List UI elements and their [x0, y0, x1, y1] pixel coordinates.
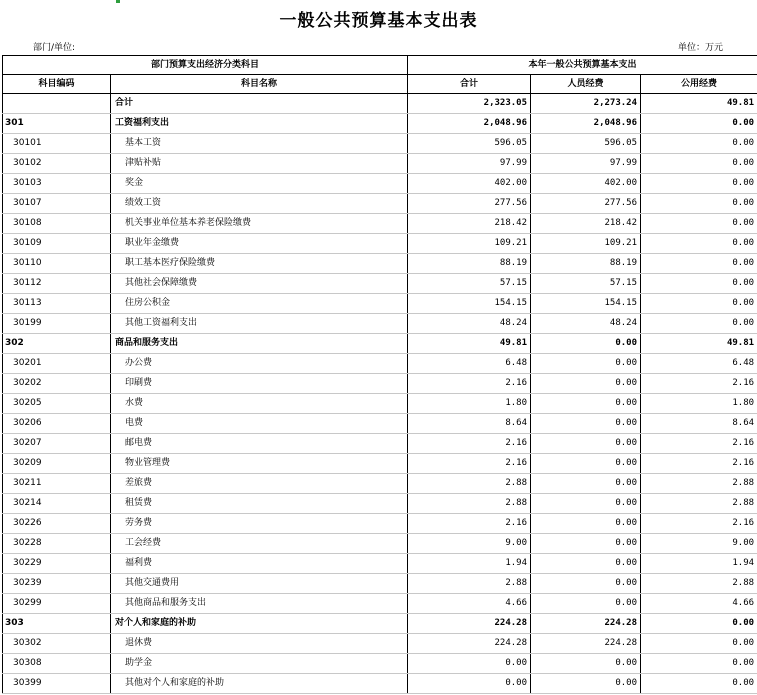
row-name: 助学金 [111, 654, 408, 674]
row-public: 4.66 [641, 594, 757, 614]
row-public: 6.48 [641, 354, 757, 374]
header-code: 科目编码 [3, 75, 111, 94]
row-total: 224.28 [408, 614, 531, 634]
row-code: 30399 [3, 674, 111, 694]
row-public: 0.00 [641, 134, 757, 154]
row-public: 2.16 [641, 374, 757, 394]
row-code: 30205 [3, 394, 111, 414]
row-name: 奖金 [111, 174, 408, 194]
row-total: 48.24 [408, 314, 531, 334]
row-name: 津贴补贴 [111, 154, 408, 174]
row-personnel: 48.24 [531, 314, 641, 334]
row-personnel: 0.00 [531, 474, 641, 494]
row-code: 30102 [3, 154, 111, 174]
row-name: 福利费 [111, 554, 408, 574]
row-public: 0.00 [641, 314, 757, 334]
row-public: 0.00 [641, 154, 757, 174]
row-total: 277.56 [408, 194, 531, 214]
row-code: 303 [3, 614, 111, 634]
row-code: 30110 [3, 254, 111, 274]
row-personnel: 2,048.96 [531, 114, 641, 134]
row-personnel: 57.15 [531, 274, 641, 294]
row-total: 57.15 [408, 274, 531, 294]
table-row [3, 294, 757, 314]
row-name: 绩效工资 [111, 194, 408, 214]
row-name: 退休费 [111, 634, 408, 654]
row-total: 1.94 [408, 554, 531, 574]
table-row [3, 394, 757, 414]
row-name: 其他社会保障缴费 [111, 274, 408, 294]
table-row [3, 134, 757, 154]
header-economic-classification: 部门预算支出经济分类科目 [3, 56, 408, 75]
row-personnel: 277.56 [531, 194, 641, 214]
row-name: 印刷费 [111, 374, 408, 394]
row-public: 0.00 [641, 234, 757, 254]
row-total: 49.81 [408, 334, 531, 354]
row-name: 其他工资福利支出 [111, 314, 408, 334]
row-public: 49.81 [641, 334, 757, 354]
row-code: 30211 [3, 474, 111, 494]
table-row [3, 454, 757, 474]
row-name: 差旅费 [111, 474, 408, 494]
row-name: 职业年金缴费 [111, 234, 408, 254]
row-total: 8.64 [408, 414, 531, 434]
row-public: 0.00 [641, 254, 757, 274]
row-code: 30113 [3, 294, 111, 314]
row-total: 2.16 [408, 434, 531, 454]
row-code: 30201 [3, 354, 111, 374]
row-name: 租赁费 [111, 494, 408, 514]
row-name: 水费 [111, 394, 408, 414]
header-total: 合计 [408, 75, 531, 94]
row-total: 224.28 [408, 634, 531, 654]
row-code: 30103 [3, 174, 111, 194]
row-total: 154.15 [408, 294, 531, 314]
row-code: 30209 [3, 454, 111, 474]
row-code: 30207 [3, 434, 111, 454]
row-personnel: 596.05 [531, 134, 641, 154]
table-row [3, 434, 757, 454]
row-code: 30214 [3, 494, 111, 514]
unit-label: 单位：万元 [677, 43, 723, 53]
row-public: 49.81 [641, 94, 757, 114]
row-code: 30308 [3, 654, 111, 674]
row-name: 职工基本医疗保险缴费 [111, 254, 408, 274]
row-public: 2.88 [641, 474, 757, 494]
row-total: 2.88 [408, 474, 531, 494]
row-public: 9.00 [641, 534, 757, 554]
row-total: 109.21 [408, 234, 531, 254]
cell-corner-marker [116, 0, 120, 3]
row-name: 其他交通费用 [111, 574, 408, 594]
table-row [3, 514, 757, 534]
row-personnel: 0.00 [531, 674, 641, 694]
row-public: 1.94 [641, 554, 757, 574]
table-row [3, 554, 757, 574]
row-personnel: 0.00 [531, 434, 641, 454]
row-code: 30239 [3, 574, 111, 594]
row-total: 0.00 [408, 674, 531, 694]
row-code: 30302 [3, 634, 111, 654]
expenditure-table [2, 55, 757, 694]
row-personnel: 0.00 [531, 514, 641, 534]
row-code: 30101 [3, 134, 111, 154]
table-row [3, 594, 757, 614]
row-total: 0.00 [408, 654, 531, 674]
table-row [3, 254, 757, 274]
table-row [3, 114, 757, 134]
row-personnel: 0.00 [531, 334, 641, 354]
row-name: 邮电费 [111, 434, 408, 454]
row-public: 0.00 [641, 654, 757, 674]
row-total: 402.00 [408, 174, 531, 194]
table-row [3, 654, 757, 674]
row-personnel: 0.00 [531, 414, 641, 434]
department-label: 部门/单位: [33, 43, 76, 53]
row-name: 机关事业单位基本养老保险缴费 [111, 214, 408, 234]
row-personnel: 109.21 [531, 234, 641, 254]
row-total: 1.80 [408, 394, 531, 414]
row-personnel: 0.00 [531, 394, 641, 414]
row-personnel: 0.00 [531, 654, 641, 674]
row-code: 30229 [3, 554, 111, 574]
header-group-row [3, 56, 757, 75]
table-row [3, 414, 757, 434]
header-column-row [3, 75, 757, 94]
row-code: 30107 [3, 194, 111, 214]
row-name: 其他商品和服务支出 [111, 594, 408, 614]
row-public: 0.00 [641, 194, 757, 214]
row-total: 97.99 [408, 154, 531, 174]
row-name: 住房公积金 [111, 294, 408, 314]
table-row [3, 194, 757, 214]
row-personnel: 402.00 [531, 174, 641, 194]
table-row [3, 234, 757, 254]
table-row [3, 274, 757, 294]
table-row [3, 474, 757, 494]
row-name: 商品和服务支出 [111, 334, 408, 354]
table-row [3, 154, 757, 174]
table-row [3, 634, 757, 654]
row-code: 302 [3, 334, 111, 354]
row-public: 2.16 [641, 454, 757, 474]
row-code: 30108 [3, 214, 111, 234]
row-public: 0.00 [641, 214, 757, 234]
row-total: 596.05 [408, 134, 531, 154]
table-row [3, 614, 757, 634]
header-public: 公用经费 [641, 75, 757, 94]
row-total: 2.16 [408, 374, 531, 394]
report-title: 一般公共预算基本支出表 [279, 11, 478, 31]
row-public: 0.00 [641, 174, 757, 194]
row-total: 2.88 [408, 494, 531, 514]
row-public: 0.00 [641, 274, 757, 294]
header-basic-expenditure: 本年一般公共预算基本支出 [408, 56, 757, 75]
row-personnel: 0.00 [531, 374, 641, 394]
row-name: 电费 [111, 414, 408, 434]
table-body [3, 94, 757, 694]
table-row [3, 354, 757, 374]
row-public: 0.00 [641, 634, 757, 654]
table-row [3, 314, 757, 334]
table-row [3, 334, 757, 354]
row-code: 30109 [3, 234, 111, 254]
row-total: 2.16 [408, 514, 531, 534]
row-code: 30299 [3, 594, 111, 614]
row-total: 6.48 [408, 354, 531, 374]
table-row [3, 94, 757, 114]
row-code: 30226 [3, 514, 111, 534]
row-personnel: 88.19 [531, 254, 641, 274]
row-name: 其他对个人和家庭的补助 [111, 674, 408, 694]
row-code: 30202 [3, 374, 111, 394]
row-total: 2.88 [408, 574, 531, 594]
row-public: 0.00 [641, 614, 757, 634]
row-personnel: 0.00 [531, 594, 641, 614]
table-row [3, 494, 757, 514]
row-total: 218.42 [408, 214, 531, 234]
row-name: 劳务费 [111, 514, 408, 534]
row-code [3, 94, 111, 114]
row-code: 30206 [3, 414, 111, 434]
row-name: 合计 [111, 94, 408, 114]
row-total: 2,323.05 [408, 94, 531, 114]
header-personnel: 人员经费 [531, 75, 641, 94]
row-name: 物业管理费 [111, 454, 408, 474]
row-total: 2.16 [408, 454, 531, 474]
row-public: 0.00 [641, 674, 757, 694]
row-code: 30112 [3, 274, 111, 294]
row-public: 1.80 [641, 394, 757, 414]
header-name: 科目名称 [111, 75, 408, 94]
table-row [3, 214, 757, 234]
row-total: 4.66 [408, 594, 531, 614]
row-total: 9.00 [408, 534, 531, 554]
row-public: 0.00 [641, 294, 757, 314]
table-row [3, 174, 757, 194]
table-row [3, 374, 757, 394]
table-row [3, 674, 757, 694]
row-total: 2,048.96 [408, 114, 531, 134]
row-name: 基本工资 [111, 134, 408, 154]
row-code: 301 [3, 114, 111, 134]
row-personnel: 97.99 [531, 154, 641, 174]
row-personnel: 0.00 [531, 494, 641, 514]
row-code: 30199 [3, 314, 111, 334]
row-personnel: 0.00 [531, 454, 641, 474]
row-public: 2.88 [641, 574, 757, 594]
row-personnel: 0.00 [531, 554, 641, 574]
row-name: 工资福利支出 [111, 114, 408, 134]
table-row [3, 574, 757, 594]
row-public: 2.88 [641, 494, 757, 514]
row-personnel: 0.00 [531, 534, 641, 554]
row-personnel: 154.15 [531, 294, 641, 314]
row-personnel: 218.42 [531, 214, 641, 234]
row-public: 2.16 [641, 514, 757, 534]
row-personnel: 224.28 [531, 634, 641, 654]
row-name: 对个人和家庭的补助 [111, 614, 408, 634]
row-name: 办公费 [111, 354, 408, 374]
row-personnel: 0.00 [531, 574, 641, 594]
row-personnel: 0.00 [531, 354, 641, 374]
table-row [3, 534, 757, 554]
row-personnel: 2,273.24 [531, 94, 641, 114]
row-total: 88.19 [408, 254, 531, 274]
row-public: 0.00 [641, 114, 757, 134]
row-public: 8.64 [641, 414, 757, 434]
row-public: 2.16 [641, 434, 757, 454]
row-personnel: 224.28 [531, 614, 641, 634]
row-code: 30228 [3, 534, 111, 554]
row-name: 工会经费 [111, 534, 408, 554]
